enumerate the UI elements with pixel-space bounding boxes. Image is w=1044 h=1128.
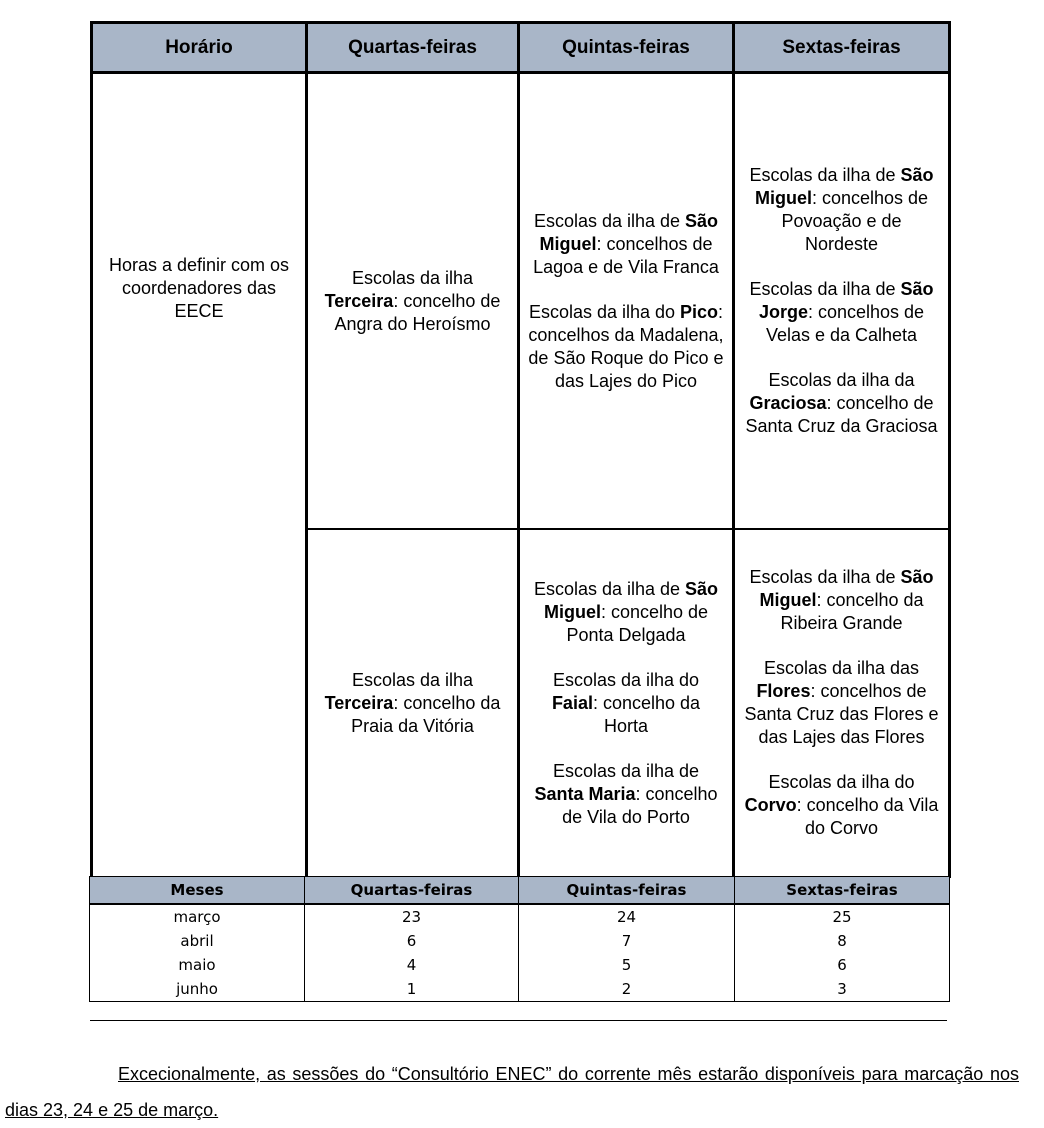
schedule-row-1: [92, 73, 950, 530]
schedule-header-row: [92, 23, 950, 73]
island-name: Flores: [756, 681, 811, 701]
header-quintas: Quintas-feiras: [519, 877, 735, 905]
school-group-prefix: Escolas da ilha do: [552, 669, 700, 690]
island-name: São Miguel: [543, 578, 719, 622]
day-value: 5: [519, 953, 735, 977]
island-name: Faial: [551, 692, 593, 713]
school-group-councils: : concelhos da Madalena, de São Roque do Pico e das Lajes do Pico: [528, 301, 724, 391]
school-group-councils: : concelhos de Lagoa e de Vila Franca: [533, 233, 719, 277]
table-row: [90, 977, 950, 1002]
school-group-prefix: Escolas da ilha: [351, 669, 474, 690]
header-quartas: Quartas-feiras: [305, 877, 519, 905]
day-value: 23: [305, 904, 519, 929]
school-group-councils: : concelhos de Santa Cruz das Flores e das Lajes das Flores: [744, 681, 939, 747]
month-name: abril: [90, 929, 305, 953]
row2-quartas-cell: [307, 529, 519, 877]
school-group-prefix: Escolas da ilha de: [749, 165, 901, 185]
island-name: Terceira: [324, 290, 394, 311]
school-group-councils: : concelho da Ribeira Grande: [780, 590, 924, 633]
school-group-prefix: Escolas da ilha das: [763, 658, 920, 678]
school-group: [528, 578, 724, 647]
separator-line: [90, 1020, 947, 1021]
horario-text: Horas a definir com os coordenadores das EECE: [108, 254, 290, 321]
day-value: 7: [519, 929, 735, 953]
school-group-prefix: Escolas da ilha da: [768, 370, 915, 390]
school-group-prefix: Escolas da ilha de: [552, 760, 700, 781]
school-group-prefix: Escolas da ilha do: [528, 301, 681, 322]
months-table: [89, 876, 950, 1002]
day-value: 8: [735, 929, 950, 953]
school-group: [743, 164, 940, 256]
header-quartas: Quartas-feiras: [307, 23, 519, 73]
school-group: [743, 566, 940, 635]
school-group-councils: : concelho da Vila do Corvo: [796, 795, 939, 838]
row2-sextas-cell: [734, 529, 950, 877]
island-name: São Miguel: [759, 567, 934, 610]
row1-quartas-cell: [307, 73, 519, 530]
school-group-councils: : concelho de Vila do Porto: [562, 783, 718, 827]
header-sextas: Sextas-feiras: [735, 877, 950, 905]
month-name: junho: [90, 977, 305, 1002]
row1-quintas-cell: [519, 73, 734, 530]
day-value: 25: [735, 904, 950, 929]
row1-sextas-cell: [734, 73, 950, 530]
school-group-councils: : concelho de Santa Cruz da Graciosa: [745, 393, 938, 436]
school-group: [528, 210, 724, 279]
row2-quintas-cell: [519, 529, 734, 877]
school-group-prefix: Escolas da ilha de: [749, 279, 901, 299]
school-group: [316, 267, 509, 336]
school-group-prefix: Escolas da ilha do: [768, 772, 915, 792]
day-value: 6: [735, 953, 950, 977]
island-name: Terceira: [324, 692, 394, 713]
island-name: Pico: [680, 301, 719, 322]
island-name: Graciosa: [749, 393, 827, 413]
months-header-row: [90, 877, 950, 905]
table-row: [90, 904, 950, 929]
table-row: [90, 929, 950, 953]
school-group: [528, 301, 724, 393]
school-group: [316, 669, 509, 738]
school-group-councils: : concelho da Praia da Vitória: [351, 692, 501, 736]
month-name: maio: [90, 953, 305, 977]
day-value: 2: [519, 977, 735, 1002]
header-meses: Meses: [90, 877, 305, 905]
header-horario: Horário: [92, 23, 307, 73]
school-group-councils: : concelho da Horta: [592, 692, 701, 736]
table-row: [90, 953, 950, 977]
island-name: Corvo: [744, 795, 797, 815]
note-paragraph: Excecionalmente, as sessões do “Consultório ENEC” do corrente mês estarão disponíveis para marcação nos dias 23, 24 e 25 de março.: [5, 1064, 1019, 1120]
school-group-councils: : concelhos de Velas e da Calheta: [765, 302, 925, 345]
day-value: 4: [305, 953, 519, 977]
day-value: 6: [305, 929, 519, 953]
school-group: [528, 669, 724, 738]
school-group-councils: : concelhos de Povoação e de Nordeste: [781, 188, 929, 254]
horario-cell: [92, 73, 307, 878]
school-group-councils: : concelho de Ponta Delgada: [566, 601, 709, 645]
day-value: 3: [735, 977, 950, 1002]
schedule-table: [90, 21, 951, 878]
school-group: [743, 771, 940, 840]
day-value: 24: [519, 904, 735, 929]
school-group-prefix: Escolas da ilha de: [749, 567, 901, 587]
school-group: [743, 657, 940, 749]
school-group-prefix: Escolas da ilha de: [533, 210, 686, 231]
school-group-councils: : concelho de Angra do Heroísmo: [334, 290, 501, 334]
header-quintas: Quintas-feiras: [519, 23, 734, 73]
island-name: São Miguel: [754, 165, 934, 208]
day-value: 1: [305, 977, 519, 1002]
school-group-prefix: Escolas da ilha: [351, 267, 474, 288]
school-group: [743, 369, 940, 438]
island-name: Santa Maria: [534, 783, 636, 804]
island-name: São Jorge: [758, 279, 934, 322]
school-group: [528, 760, 724, 829]
school-group-prefix: Escolas da ilha de: [533, 578, 686, 599]
island-name: São Miguel: [539, 210, 719, 254]
month-name: março: [90, 904, 305, 929]
header-sextas: Sextas-feiras: [734, 23, 950, 73]
school-group: [743, 278, 940, 347]
